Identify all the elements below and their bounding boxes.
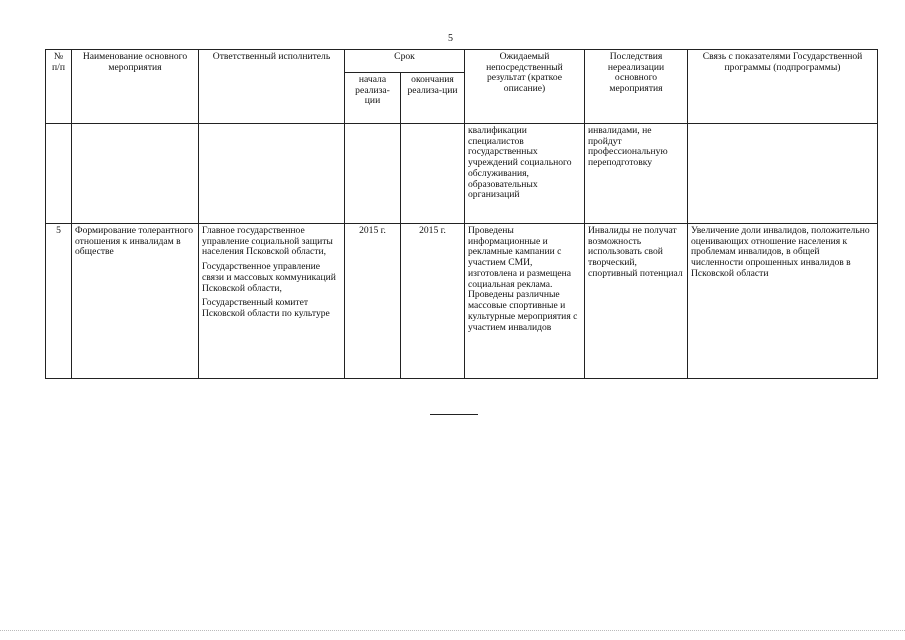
header-name: Наименование основного мероприятия	[72, 50, 199, 124]
cell-result: Проведены информационные и рекламные кампании с участием СМИ, изготовлена и размещена социальная реклама. Проведены различные массовые спортивные и культурные мероприятия с участием инвалидов	[465, 224, 585, 379]
header-consequences: Последствия нереализации основного мероприятия	[585, 50, 688, 124]
scan-edge-line	[0, 630, 905, 631]
cell-name: Формирование толерантного отношения к инвалидам в обществе	[72, 224, 199, 379]
executor-entry: Государственное управление связи и массовых коммуникаций Псковской области,	[202, 261, 336, 294]
header-end: окончания реализа-ции	[401, 73, 465, 124]
header-result: Ожидаемый непосредственный результат (краткое описание)	[465, 50, 585, 124]
cell-link: Увеличение доли инвалидов, положительно оценивающих отношение населения к проблемам инвалидов, в общей численности опрошенных инвалидов в Псковской области	[688, 224, 878, 379]
header-term: Срок	[345, 50, 465, 73]
executor-entry: Главное государственное управление социальной защиты населения Псковской области,	[202, 225, 333, 258]
cell-start	[345, 124, 401, 224]
cell-end	[401, 124, 465, 224]
table-row	[46, 124, 878, 224]
cell-executor	[199, 224, 345, 379]
page-number: 5	[448, 33, 453, 44]
header-link: Связь с показателями Государственной программы (подпрограммы)	[688, 50, 878, 124]
header-executor: Ответственный исполнитель	[199, 50, 345, 124]
cell-consequences: Инвалиды не получат возможность использовать свой творческий, спортивный потенциал	[585, 224, 688, 379]
cell-end: 2015 г.	[401, 224, 465, 379]
executor-entry: Государственный комитет Псковской области по культуре	[202, 297, 330, 320]
cell-name	[72, 124, 199, 224]
header-start: начала реализа-ции	[345, 73, 401, 124]
measures-table	[45, 49, 878, 379]
header-num: № п/п	[46, 50, 72, 124]
cell-link	[688, 124, 878, 224]
cell-num: 5	[46, 224, 72, 379]
table-row	[46, 224, 878, 379]
cell-consequences: инвалидами, не пройдут профессиональную переподготовку	[585, 124, 688, 224]
separator-line	[430, 414, 478, 415]
cell-result: квалификации специалистов государственных учреждений социального обслуживания, образовательных организаций	[465, 124, 585, 224]
cell-executor	[199, 124, 345, 224]
cell-num	[46, 124, 72, 224]
cell-start: 2015 г.	[345, 224, 401, 379]
